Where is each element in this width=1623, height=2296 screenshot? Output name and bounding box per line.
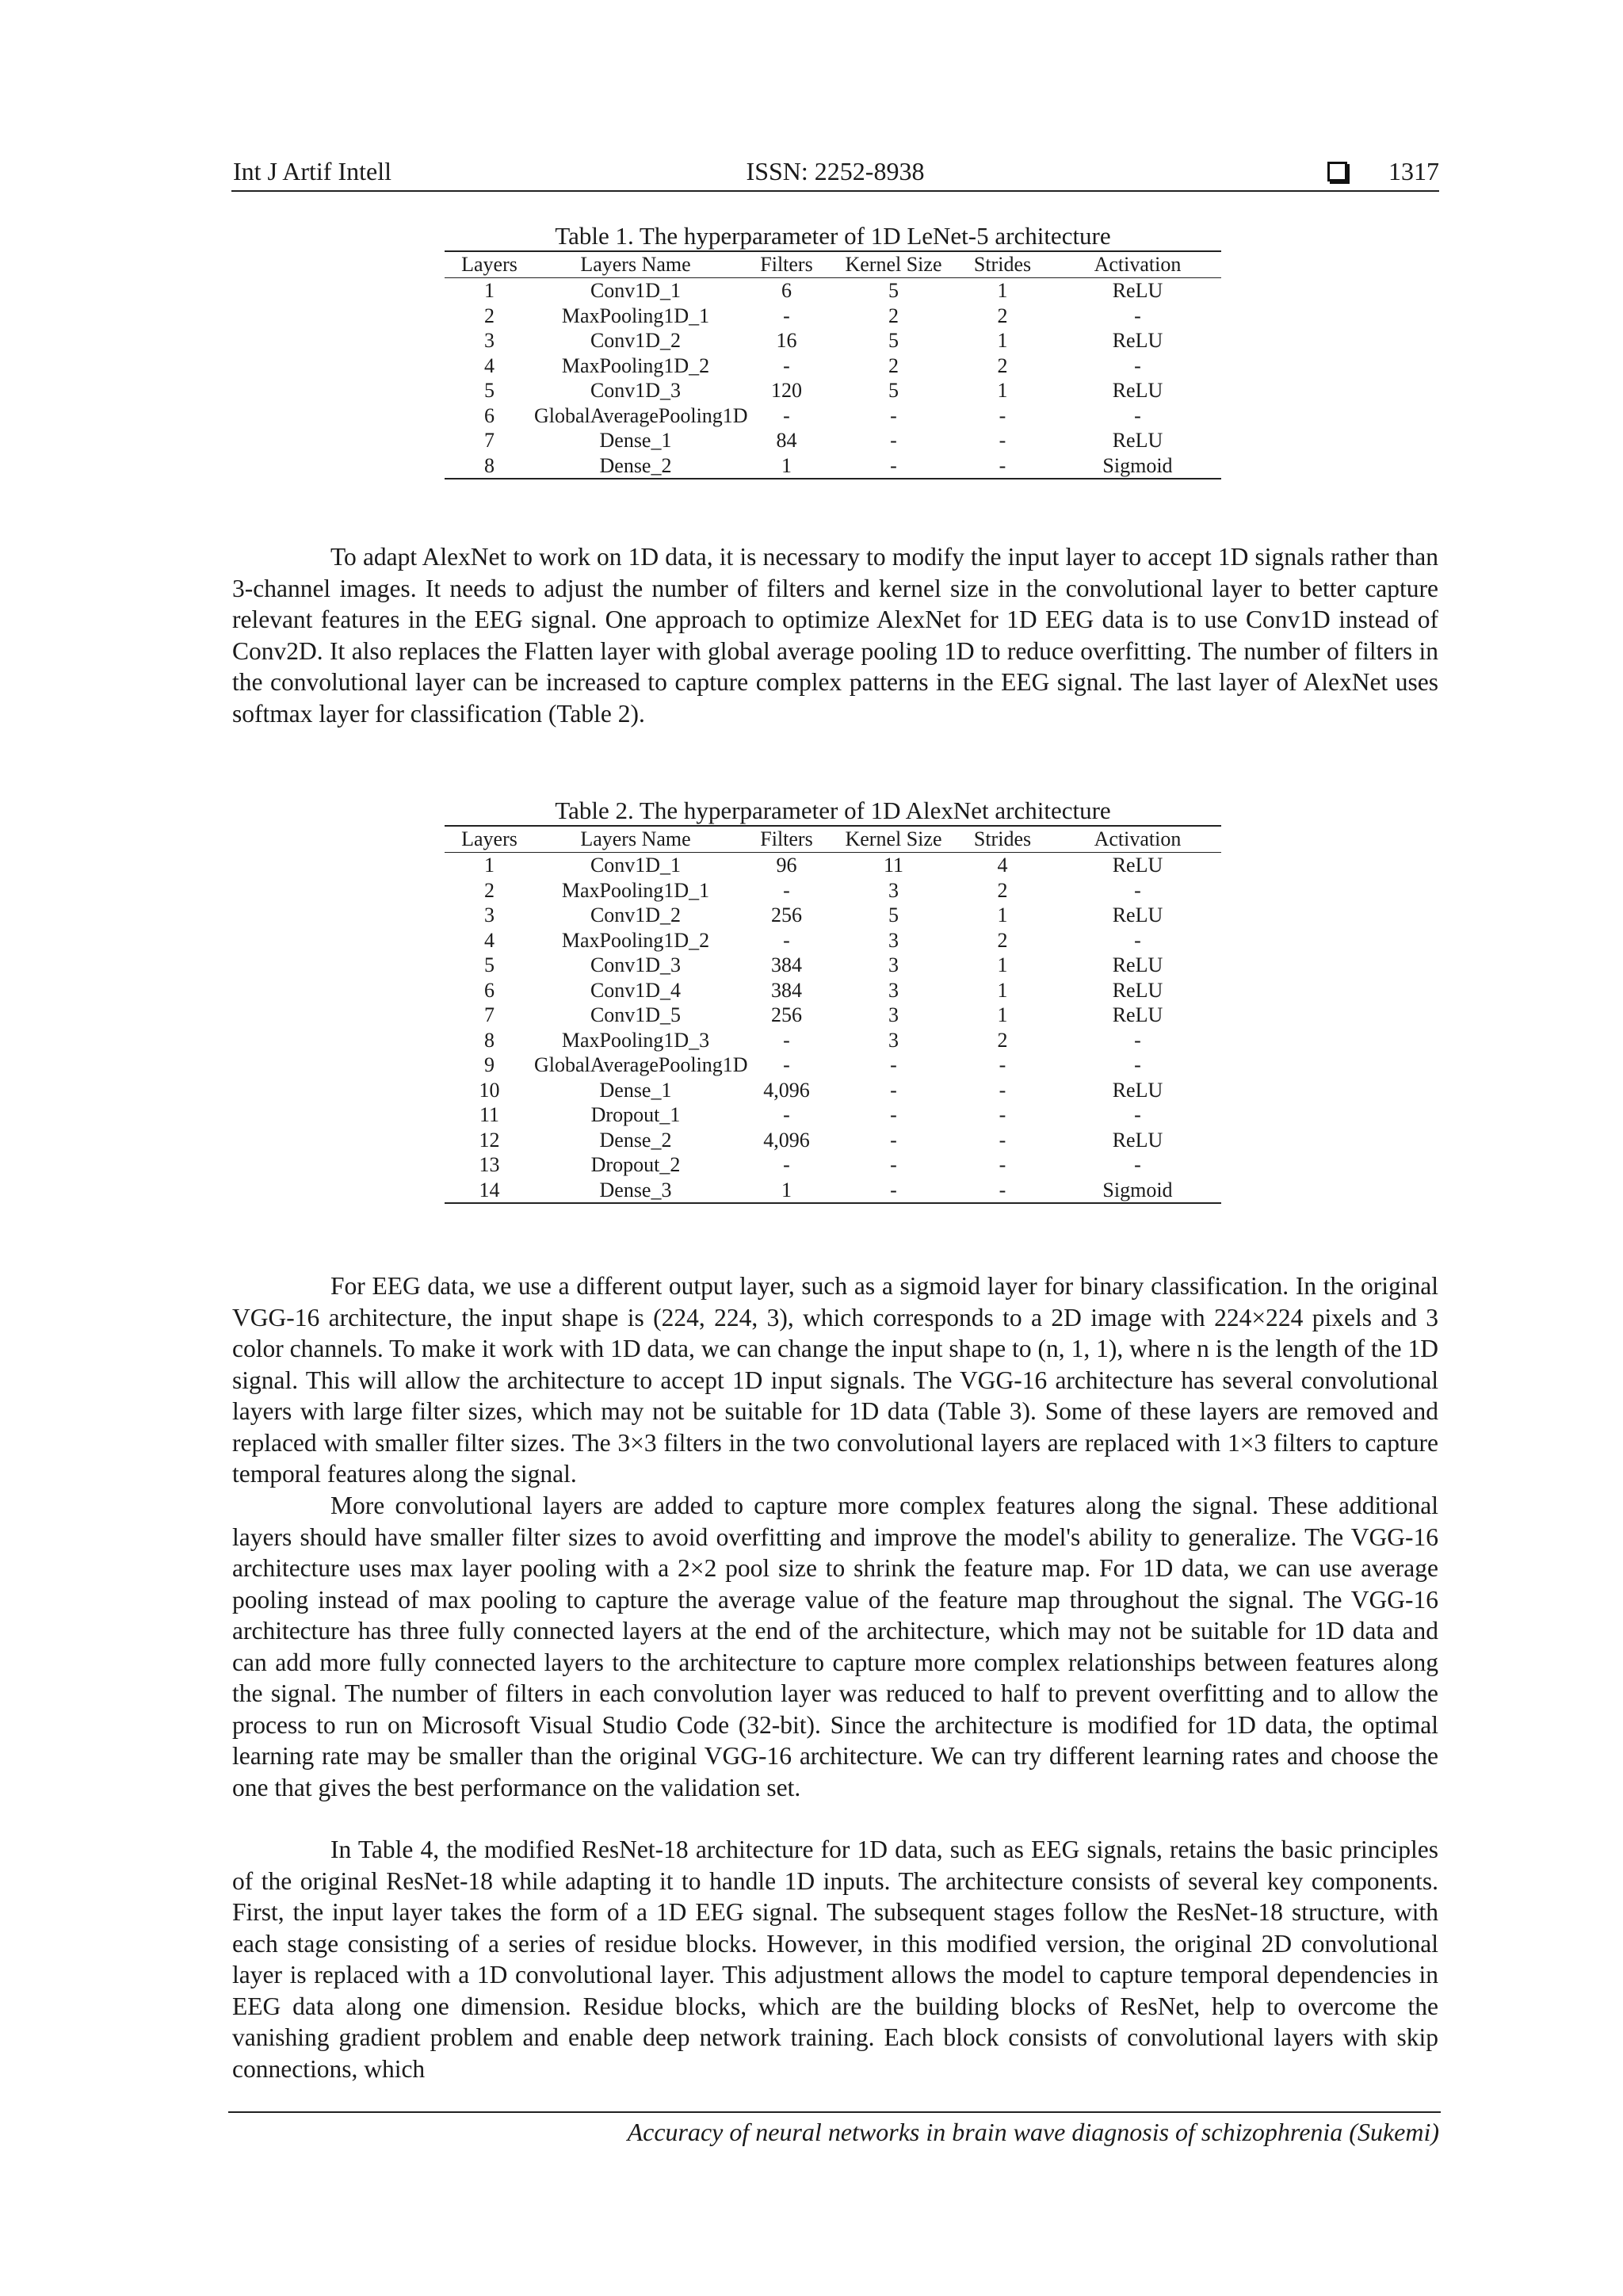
table-cell: - (1134, 878, 1141, 902)
table-cell: 120 (771, 379, 802, 402)
table-cell: 6 (484, 403, 495, 427)
table-cell: - (836, 1178, 951, 1204)
column-header: Layers Name (534, 251, 737, 278)
table-cell: - (1134, 1103, 1141, 1126)
table-cell: 84 (776, 429, 797, 452)
table-cell: 2 (997, 353, 1008, 377)
table-cell: ReLU (1112, 429, 1163, 452)
table-cell: 3 (888, 978, 899, 1002)
table-cell: ReLU (1112, 854, 1163, 877)
column-header: Layers Name (534, 826, 737, 853)
table-cell: - (890, 1078, 897, 1102)
table-2 (445, 797, 1221, 1204)
table-cell: 5 (888, 279, 899, 302)
table-cell: Conv1D_2 (590, 904, 682, 926)
table-cell: 4 (484, 928, 495, 952)
table-row (445, 953, 1221, 978)
table-cell: 2 (888, 353, 899, 377)
table-cell: - (999, 1128, 1006, 1152)
column-header: Activation (1054, 251, 1221, 278)
table-cell: Conv1D_1 (590, 279, 682, 302)
table-cell: - (890, 1053, 897, 1076)
table-cell: Dense_3 (534, 1178, 737, 1204)
table-cell: 12 (479, 1128, 500, 1152)
table-cell: - (951, 453, 1054, 479)
table-cell: 384 (771, 978, 802, 1002)
table-cell: 2 (997, 1028, 1008, 1052)
table-cell: 8 (484, 1028, 495, 1052)
table-cell: - (1134, 1028, 1141, 1052)
table-cell: 1 (484, 279, 495, 302)
table-cell: Conv1D_2 (590, 329, 682, 352)
table-cell: - (783, 1103, 790, 1126)
square-bullet-icon (1327, 162, 1347, 181)
running-header (231, 152, 1439, 192)
table-cell: ReLU (1112, 329, 1163, 352)
table-cell: Conv1D_3 (590, 379, 682, 402)
table-cell: 256 (771, 1003, 802, 1026)
table-cell: MaxPooling1D_1 (561, 878, 710, 902)
column-header: Activation (1054, 826, 1221, 853)
table-cell: 1 (997, 978, 1008, 1002)
table-cell: MaxPooling1D_2 (561, 353, 710, 377)
table-cell: Dropout_2 (590, 1153, 681, 1176)
table-cell: 5 (484, 953, 495, 976)
table-cell: 2 (484, 304, 495, 327)
table-2-grid (445, 825, 1221, 1204)
table-cell: 6 (484, 978, 495, 1002)
table-row (445, 878, 1221, 904)
table-cell: 1 (484, 854, 495, 877)
table-cell: Conv1D_4 (590, 978, 682, 1002)
table-cell: 256 (771, 904, 802, 926)
table-cell: 1 (737, 1178, 836, 1204)
table-cell: 14 (445, 1178, 534, 1204)
table-cell: - (1134, 403, 1141, 427)
table-cell: - (1134, 1153, 1141, 1176)
column-header: Strides (951, 251, 1054, 278)
table-cell: - (1134, 353, 1141, 377)
table-cell: MaxPooling1D_2 (561, 928, 710, 952)
table-cell: Dense_1 (599, 1078, 672, 1102)
table-cell: 1 (997, 953, 1008, 976)
table-cell: Sigmoid (1054, 453, 1221, 479)
table-cell: ReLU (1112, 978, 1163, 1002)
paragraph-resnet: In Table 4, the modified ResNet-18 architecture for 1D data, such as EEG signals, retains the basic principles of the original ResNet-18 while adapting it to handle 1D inputs. The architecture consists of several key components. First, the input layer takes the form of a 1D EEG signal. The subsequent stages follow the ResNet-18 structure, with each stage consisting of a series of residue blocks. However, in this modified version, the original 2D convolutional layer is replaced with a 1D convolutional layer. This adjustment allows the model to capture temporal dependencies in EEG data along one dimension. Residue blocks, which are the building blocks of ResNet, help to overcome the vanishing gradient problem and enable deep network training. Each block consists of convolutional layers with skip connections, which (232, 1836, 1438, 2083)
table-cell: 1 (997, 379, 1008, 402)
table-cell: 2 (484, 878, 495, 902)
table-cell: 11 (479, 1103, 500, 1126)
table-row (445, 1028, 1221, 1053)
table-row (445, 1128, 1221, 1153)
table-cell: - (951, 1178, 1054, 1204)
table-2-caption: Table 2. The hyperparameter of 1D AlexNet architecture (555, 797, 1111, 824)
table-row (445, 1102, 1221, 1128)
table-cell: - (783, 1028, 790, 1052)
table-cell: 2 (997, 928, 1008, 952)
table-cell: Dense_2 (534, 453, 737, 479)
table-row (445, 428, 1221, 453)
table-cell: 6 (781, 279, 792, 302)
table-cell: ReLU (1112, 953, 1163, 976)
table-cell: 2 (997, 878, 1008, 902)
column-header: Strides (951, 826, 1054, 853)
page-number-group (1327, 152, 1439, 190)
table-cell: ReLU (1112, 379, 1163, 402)
table-cell: ReLU (1112, 1003, 1163, 1026)
table-cell: GlobalAveragePooling1D (534, 403, 748, 427)
paragraph-vgg-input: For EEG data, we use a different output layer, such as a sigmoid layer for binary classification. In the original VGG-16 architecture, the input shape is (224, 224, 3), which corresponds to a 2D image with 224×224 pixels and 3 color channels. To make it work with 1D data, we can change the input shape to (n, 1, 1), where n is the length of the 1D signal. This will allow the architecture to accept 1D input signals. The VGG-16 architecture has several convolutional layers with large filter sizes, which may not be suitable for 1D data (Table 3). Some of these layers are removed and replaced with smaller filter sizes. The 3×3 filters in the two convolutional layers are replaced with 1×3 filters to capture temporal features along the signal. (232, 1272, 1438, 1488)
paragraph-alexnet: To adapt AlexNet to work on 1D data, it is necessary to modify the input layer to accept 1D signals rather than 3-channel images. It needs to adjust the number of filters and kernel size in the convolutional layer to better capture relevant features in the EEG signal. One approach to optimize AlexNet for 1D EEG data is to use Conv1D instead of Conv2D. It also replaces the Flatten layer with global average pooling 1D to reduce overfitting. The number of filters in the convolutional layer can be increased to capture complex patterns in the EEG signal. The last layer of AlexNet uses softmax layer for classification (Table 2). (232, 543, 1438, 728)
table-cell: 3 (888, 928, 899, 952)
column-header: Kernel Size (836, 826, 951, 853)
table-cell: 3 (888, 1003, 899, 1026)
table-cell: - (783, 403, 790, 427)
table-cell: 4 (484, 353, 495, 377)
table-cell: ReLU (1112, 1128, 1163, 1152)
table-cell: Sigmoid (1054, 1178, 1221, 1204)
table-cell: Dense_2 (599, 1128, 672, 1152)
table-row (445, 1152, 1221, 1178)
table-cell: Conv1D_3 (590, 953, 682, 976)
table-cell: 1 (997, 1003, 1008, 1026)
journal-name: Int J Artif Intell (233, 157, 391, 185)
table-row (445, 928, 1221, 953)
table-cell: 16 (776, 329, 797, 352)
table-cell: 5 (484, 379, 495, 402)
issn: ISSN: 2252-8938 (746, 157, 925, 185)
table-cell: - (999, 1078, 1006, 1102)
table-cell: - (999, 429, 1006, 452)
table-row (445, 403, 1221, 429)
table-cell: - (999, 403, 1006, 427)
table-cell: 96 (776, 854, 797, 877)
table-cell: - (783, 353, 790, 377)
table-cell: 2 (888, 304, 899, 327)
table-cell: GlobalAveragePooling1D (534, 1053, 748, 1076)
table-cell: - (999, 1053, 1006, 1076)
table-cell: ReLU (1112, 1078, 1163, 1102)
table-cell: - (783, 928, 790, 952)
table-cell: 3 (484, 329, 495, 352)
table-row (445, 353, 1221, 379)
table-cell: 3 (888, 953, 899, 976)
table-cell: 7 (484, 1003, 495, 1026)
column-header: Kernel Size (836, 251, 951, 278)
table-cell: - (783, 1153, 790, 1176)
table-cell: 13 (479, 1153, 500, 1176)
table-cell: MaxPooling1D_3 (561, 1028, 710, 1052)
table-row (445, 1052, 1221, 1078)
table-row (445, 1078, 1221, 1103)
table-cell: 11 (883, 854, 904, 877)
table-cell: - (1134, 304, 1141, 327)
table-cell: - (1134, 1053, 1141, 1076)
table-cell: 5 (888, 379, 899, 402)
table-cell: 5 (888, 329, 899, 352)
table-cell: 9 (484, 1053, 495, 1076)
table-cell: MaxPooling1D_1 (561, 304, 710, 327)
table-row (445, 378, 1221, 403)
table-cell: Conv1D_5 (590, 1003, 682, 1026)
table-cell: 4,096 (763, 1128, 810, 1152)
table-row (445, 1178, 1221, 1204)
table-1 (445, 222, 1221, 479)
table-row (445, 304, 1221, 329)
table-row (445, 453, 1221, 479)
table-cell: 384 (771, 953, 802, 976)
column-header: Layers (445, 251, 534, 278)
table-cell: 8 (445, 453, 534, 479)
table-cell: 1 (997, 329, 1008, 352)
table-cell: 4 (997, 854, 1008, 877)
table-cell: - (890, 403, 897, 427)
table-cell: 2 (997, 304, 1008, 327)
table-cell: Dropout_1 (590, 1103, 681, 1126)
table-cell: 3 (484, 904, 495, 926)
column-header: Filters (737, 826, 836, 853)
table-cell: 10 (479, 1078, 500, 1102)
running-footer: Accuracy of neural networks in brain wave diagnosis of schizophrenia (Sukemi) (627, 2118, 1439, 2146)
page-number: 1317 (1388, 157, 1439, 185)
table-cell: - (890, 1103, 897, 1126)
table-row (445, 978, 1221, 1003)
table-cell: - (890, 1153, 897, 1176)
table-cell: 1 (997, 279, 1008, 302)
paragraph-vgg-layers: More convolutional layers are added to capture more complex features along the signal. These additional layers should have smaller filter sizes to avoid overfitting and improve the model's ability to generalize. The VGG-16 architecture uses max layer pooling with a 2×2 pool size to shrink the feature map. For 1D data, we can use average pooling instead of max pooling to capture the average value of the feature map throughout the signal. The VGG-16 architecture has three fully connected layers at the end of the architecture, which may not be suitable for 1D data and can add more fully connected layers to the architecture to capture more complex relationships between features along the signal. The number of filters in each convolution layer was reduced to half to prevent overfitting and to allow the process to run on Microsoft Visual Studio Code (32-bit). Since the architecture is modified for 1D data, the optimal learning rate may be smaller than the original VGG-16 architecture. We can try different learning rates and choose the one that gives the best performance on the validation set. (232, 1492, 1438, 1801)
table-cell: - (783, 1053, 790, 1076)
table-1-caption: Table 1. The hyperparameter of 1D LeNet-5 architecture (555, 222, 1111, 250)
table-cell: 3 (888, 1028, 899, 1052)
table-cell: - (999, 1103, 1006, 1126)
table-row (445, 278, 1221, 304)
table-cell: - (890, 1128, 897, 1152)
table-cell: - (999, 1153, 1006, 1176)
column-header: Layers (445, 826, 534, 853)
table-cell: 1 (737, 453, 836, 479)
table-cell: Conv1D_1 (590, 854, 682, 877)
table-cell: 7 (484, 429, 495, 452)
table-row (445, 853, 1221, 878)
table-cell: - (836, 453, 951, 479)
table-cell: Dense_1 (599, 429, 672, 452)
table-row (445, 903, 1221, 928)
table-row (445, 1003, 1221, 1028)
table-cell: ReLU (1112, 904, 1163, 926)
table-cell: - (783, 304, 790, 327)
table-cell: ReLU (1112, 279, 1163, 302)
table-row (445, 328, 1221, 353)
table-1-grid (445, 250, 1221, 479)
column-header: Filters (737, 251, 836, 278)
table-cell: - (890, 429, 897, 452)
footer-rule (228, 2111, 1441, 2113)
table-cell: 3 (888, 878, 899, 902)
table-cell: 5 (888, 904, 899, 926)
table-cell: - (783, 878, 790, 902)
table-cell: 4,096 (763, 1078, 810, 1102)
table-cell: - (1134, 928, 1141, 952)
table-cell: 1 (997, 904, 1008, 926)
